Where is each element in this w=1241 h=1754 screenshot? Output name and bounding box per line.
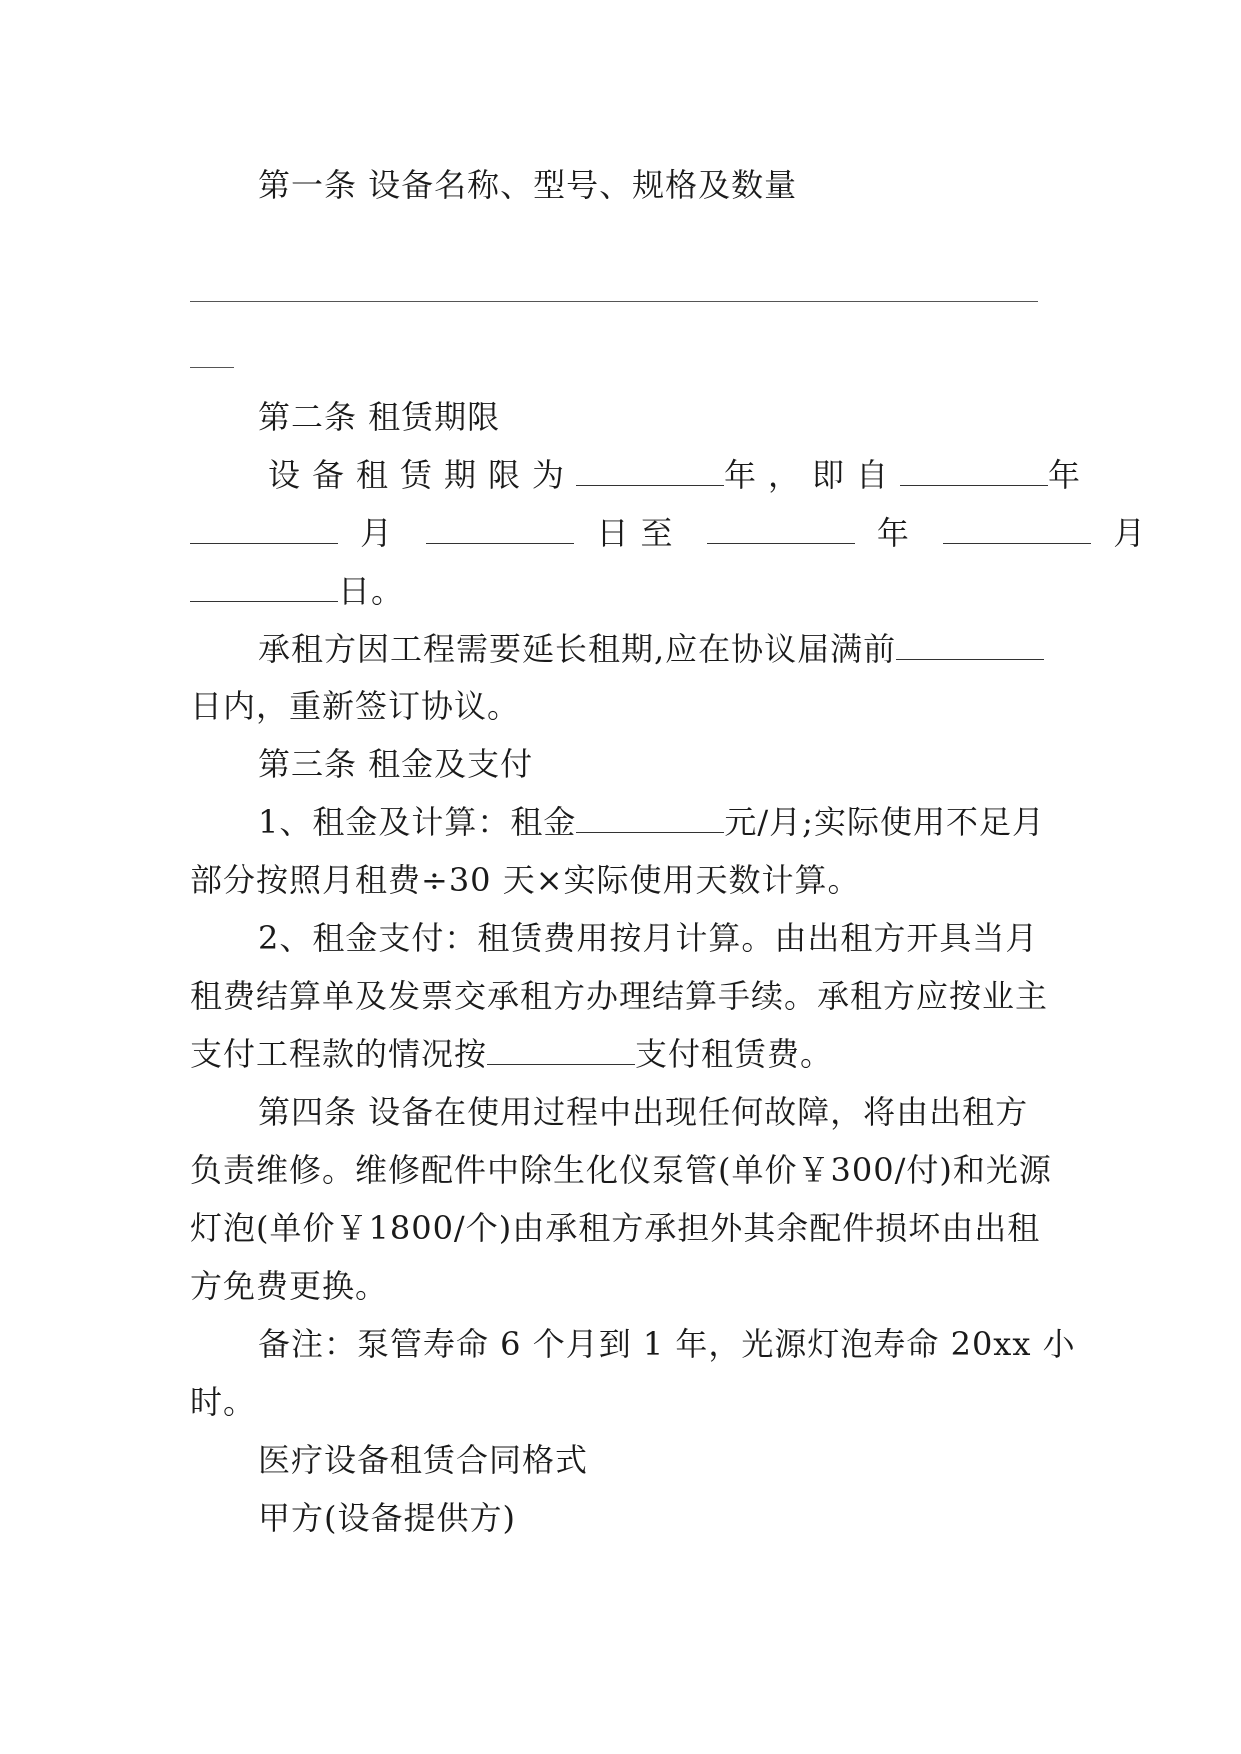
article-4-line-4: 方免费更换。 [190, 1267, 389, 1305]
lease-term-text: 年，即自 [724, 456, 901, 494]
note-line-2: 时。 [190, 1383, 257, 1421]
rent-calc-line-1 [258, 802, 1045, 842]
note-line-1: 备注：泵管寿命 6 个月到 1 年，光源灯泡寿命 20xx 小 [258, 1325, 1076, 1363]
article-2-heading: 第二条 租赁期限 [258, 398, 501, 436]
fill-in-line-continuation [190, 367, 234, 368]
blank-years [576, 457, 724, 486]
extension-line-2: 日内，重新签订协议。 [190, 687, 521, 725]
blank-payment-terms [487, 1036, 635, 1065]
rent-text: 元/月;实际使用不足月 [724, 803, 1045, 841]
article-1-heading: 第一条 设备名称、型号、规格及数量 [258, 166, 798, 204]
rent-text: 1、租金及计算：租金 [258, 803, 577, 841]
fill-in-line [190, 301, 1038, 302]
blank-start-day [426, 515, 574, 544]
rent-payment-line-2: 租费结算单及发票交承租方办理结算手续。承租方应按业主 [190, 977, 1049, 1015]
lease-term-line-3 [190, 571, 404, 611]
blank-days-before [896, 631, 1044, 660]
article-3-heading: 第三条 租金及支付 [258, 745, 534, 783]
article-4-line-2: 负责维修。维修配件中除生化仪泵管(单价￥300/付)和光源 [190, 1151, 1052, 1189]
lease-term-text: 月 [1113, 514, 1158, 552]
blank-start-year [900, 457, 1048, 486]
lease-term-text: 月 [360, 514, 405, 552]
article-4-line-1: 第四条 设备在使用过程中出现任何故障，将由出租方 [258, 1093, 1029, 1131]
lease-term-text: 年 [876, 514, 921, 552]
party-a-label: 甲方(设备提供方) [258, 1499, 516, 1537]
article-4-line-3: 灯泡(单价￥1800/个)由承租方承担外其余配件损坏由出租 [190, 1209, 1041, 1247]
blank-end-day [190, 573, 338, 602]
lease-term-text: 日。 [338, 572, 405, 610]
rent-text: 支付工程款的情况按 [190, 1035, 488, 1073]
lease-term-text: 日至 [596, 514, 685, 552]
blank-rent-amount [576, 804, 724, 833]
lease-term-text: 设备租赁期限为 [268, 456, 577, 494]
blank-start-month [190, 515, 338, 544]
lease-term-text: 年 [1048, 456, 1093, 494]
extension-text: 承租方因工程需要延长租期,应在协议届满前 [258, 630, 897, 668]
rent-calc-line-2: 部分按照月租费÷30 天×实际使用天数计算。 [190, 861, 861, 899]
blank-end-year [707, 515, 855, 544]
rent-payment-line-3 [190, 1034, 833, 1074]
rent-payment-line-1: 2、租金支付：租赁费用按月计算。由出租方开具当月 [258, 919, 1039, 957]
blank-end-month [943, 515, 1091, 544]
lease-term-line-1 [268, 455, 1092, 495]
lease-term-line-2 [190, 513, 1157, 553]
extension-line-1 [258, 629, 1044, 669]
rent-text: 支付租赁费。 [635, 1035, 834, 1073]
contract-format-title: 医疗设备租赁合同格式 [258, 1441, 589, 1479]
